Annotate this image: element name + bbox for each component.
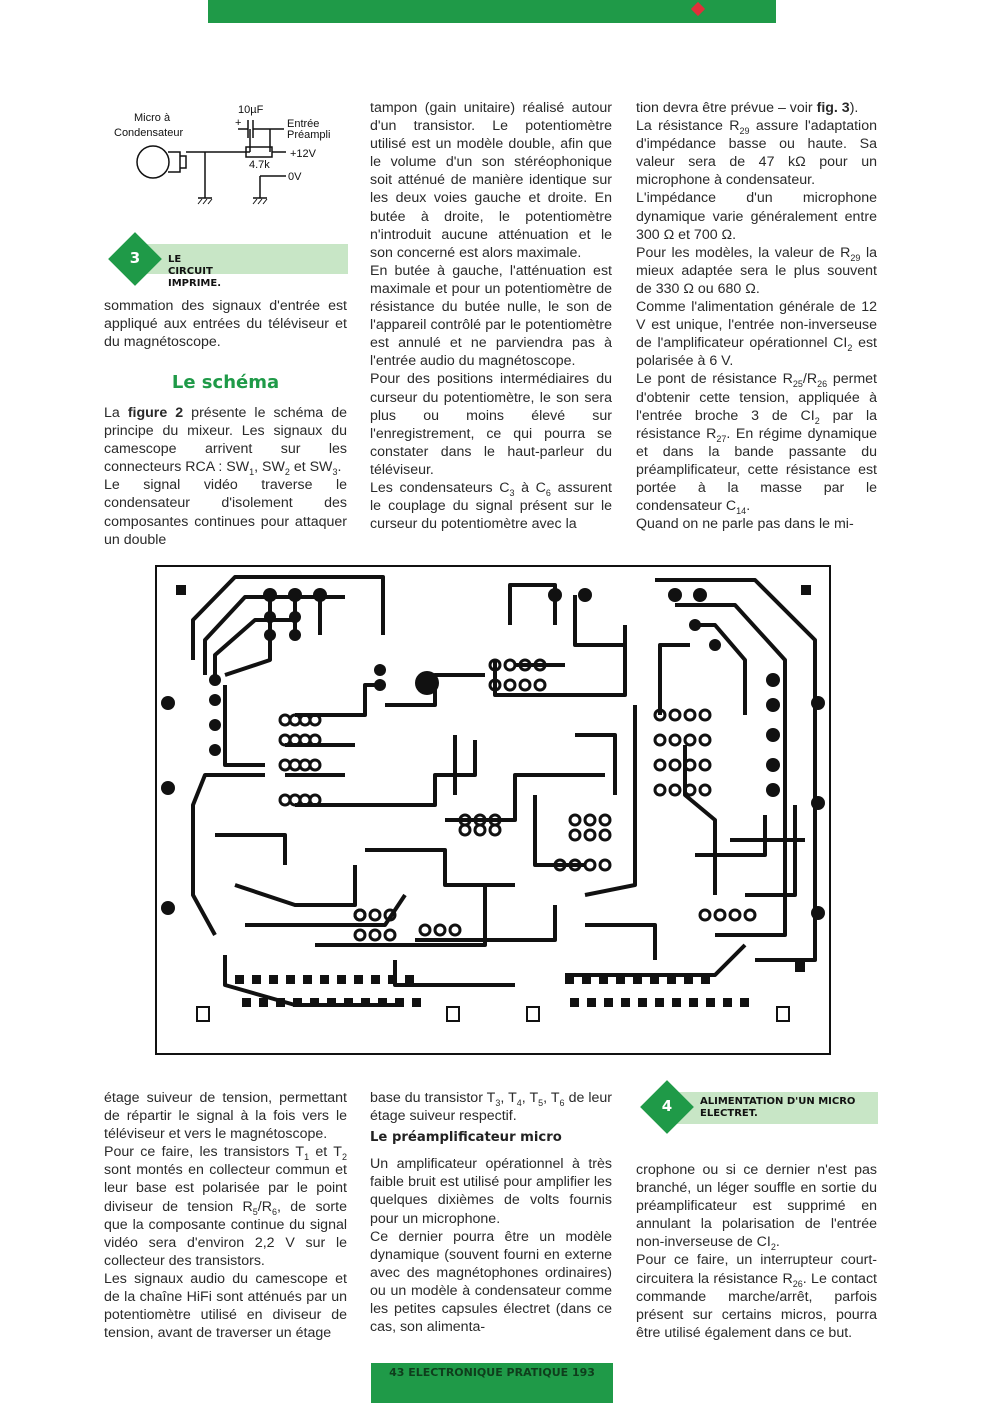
page-footer: 43 ELECTRONIQUE PRATIQUE 193 — [371, 1363, 613, 1403]
out-label-line1: Entrée — [287, 118, 320, 130]
column-3-bottom — [636, 1161, 877, 1342]
top-banner — [208, 0, 776, 23]
column-1-top-b — [104, 404, 347, 549]
pcb-layout-image — [155, 565, 831, 1055]
paragraph-r25-r26: Le pont de résistance $R_{25}/R_{26}$ permet d'obtenir cette tension, appliquée à l'entrée broche 3 de $CI_2$ par la résistance $R_{27}$. En régime dynamique et dans la bande passante du préamplificateur, cette résistance est portée à la masse par le condensateur $C_{14}$. — [636, 371, 877, 516]
paragraph: étage suiveur de tension, permettant de répartir le signal à la fois vers le téléviseur et vers le magnétoscope. — [104, 1090, 347, 1143]
paragraph-ci2: crophone ou si ce dernier n'est pas branché, un léger souffle en sortie du préamplificateur est supprimé en annulant la polarisation de l'entrée non-inverseuse de $CI_2$. — [636, 1162, 877, 1253]
resistor-label: 4.7k — [249, 159, 270, 171]
paragraph-c3-c6: Les condensateurs $C_3$ à $C_6$ assurent le couplage du signal présent sur le curseur du potentiomètre avec la — [370, 479, 612, 533]
badge-strip — [134, 244, 348, 274]
mic-label-line1: Micro à — [134, 112, 171, 124]
paragraph: Pour des positions intermédiaires du curseur du potentiomètre, le son sera plus ou moins élevé sur l'enregistrement, ce qui pourra se constater dans le haut-parleur du téléviseur. — [370, 371, 612, 478]
section-heading: Le schéma — [171, 372, 280, 393]
paragraph: Quand on ne parle pas dans le mi- — [636, 516, 854, 533]
subheading: Le préamplificateur micro — [370, 1130, 562, 1146]
figure-number: 3 — [129, 249, 141, 267]
paragraph-figure2: La figure 2 présente le schéma de principe du mixeur. Les signaux du camescope arrivent sur les connecteurs RCA : $SW_1$, $SW_2$ et $SW_3$. — [104, 405, 347, 478]
paragraph: En butée à gauche, l'atténuation est maximale et pour un potentiomètre de résistance du butée nulle, le son de l'appareil contrôlé par le potentiomètre est annulé et ne parviendra pas à l'entrée audio du magnétoscope. — [370, 262, 612, 370]
paragraph-t3-t6: base du transistor $T_3$, $T_4$, $T_5$, $T_6$ de leur étage suiveur respectif. — [370, 1090, 613, 1125]
paragraph-r29: La résistance $R_{29}$ assure l'adaptation d'impédance basse ou haute. Sa valeur sera de 47 kΩ pour un microphone à condensateur. — [636, 118, 877, 189]
figure-caption: LE CIRCUIT IMPRIME. — [168, 254, 222, 289]
cap-label: 10µF — [238, 104, 264, 116]
paragraph: Le signal vidéo traverse le condensateur d'isolement des composantes continues pour attaquer un double — [104, 477, 347, 548]
paragraph: tampon (gain unitaire) réalisé autour d'un transistor. Le potentiomètre utilisé est un modèle double, afin que le volume d'un son stéréophonique soit atténué de manière identique sur les deux voies gauche et droite. En butée à droite, le potentiomètre n'introduit aucune atténuation et le son concerné est alors maximale. — [370, 100, 612, 261]
paragraph-t1-t2: Pour ce faire, les transistors $T_1$ et $T_2$ sont montés en collecteur commun et leur base est polarisée par le point diviseur de tension $R_5/R_6$, de sorte que la composante continue du signal vidéo sera d'environ 2,2 V sur le collecteur des transistors. — [104, 1144, 347, 1269]
paragraph: L'impédance d'un microphone dynamique varie généralement entre 300 Ω et 700 Ω. — [636, 190, 877, 243]
paragraph-fig3-ref: tion devra être prévue – voir fig. 3). — [636, 100, 859, 116]
micro-schematic — [110, 100, 350, 215]
figure-caption: ALIMENTATION D'UN MICRO ELECTRET. — [700, 1096, 856, 1119]
paragraph-r26: Pour ce faire, un interrupteur court-circuitera la résistance $R_{26}$. Le contact commande marche/arrêt, parfois présent sur certains micros, pourra être utilisé également dans ce but. — [636, 1252, 877, 1341]
paragraph: Les signaux audio du camescope et de la chaîne HiFi sont atténués par un potentiomètre utilisé en diviseur de tension, avant de traverser un étage — [104, 1270, 347, 1342]
ground-label: 0V — [288, 171, 302, 183]
out-label-line2: Préampli — [287, 129, 331, 141]
figure-number: 4 — [661, 1097, 673, 1115]
mic-label-line2: Condensateur — [114, 127, 184, 139]
column-3-top — [636, 99, 877, 533]
paragraph-r29-value: Pour les modèles, la valeur de $R_{29}$ la mieux adaptée sera le plus souvent de 330 Ω ou 680 Ω. — [636, 244, 877, 297]
column-2-top — [370, 99, 612, 533]
paragraph: Un amplificateur opérationnel à très faible bruit est utilisé pour amplifier les quelques dixièmes de volts fournis pour un microphone. — [370, 1156, 612, 1227]
cap-plus: + — [235, 117, 242, 129]
paragraph: Ce dernier pourra être un modèle dynamique (souvent fourni en externe avec des magnétophones ordinaires) ou un modèle à condensateur comme les petites capsules électret (dans ce cas, son alimenta- — [370, 1228, 612, 1336]
banner-diamond-icon — [691, 2, 705, 16]
column-2-bottom — [370, 1089, 612, 1336]
column-1-bottom — [104, 1089, 347, 1342]
paragraph: sommation des signaux d'entrée est appliqué aux entrées du téléviseur et du magnétoscope. — [104, 298, 347, 351]
supply-label: +12V — [290, 148, 316, 160]
column-1-top — [104, 297, 347, 351]
paragraph-ci2-bias: Comme l'alimentation générale de 12 V est unique, l'entrée non-inverseuse de l'amplificateur opérationnel $CI_2$ est polarisée à 6 V. — [636, 299, 877, 370]
